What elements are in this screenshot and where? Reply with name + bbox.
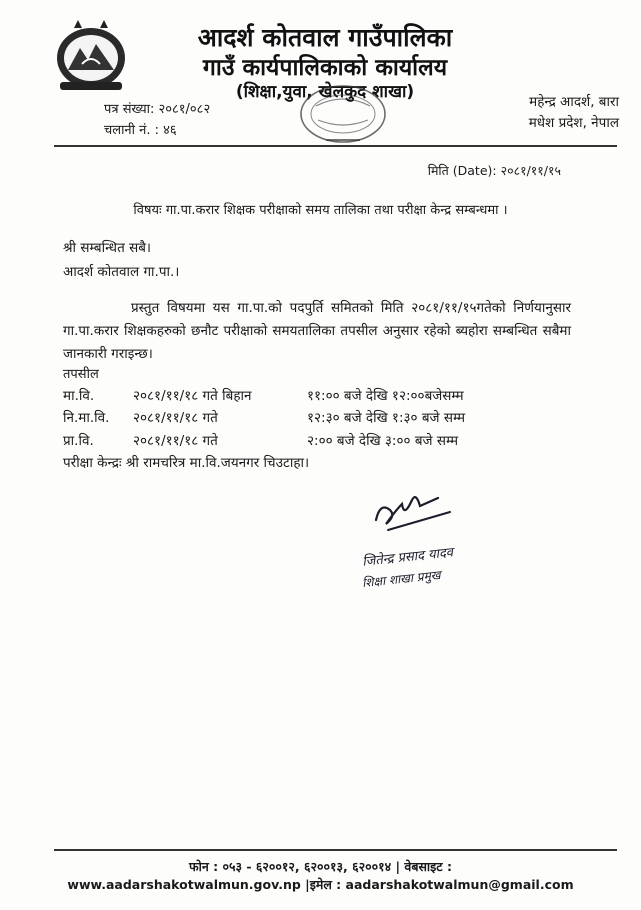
schedule-date: २०८१/११/१८ गते	[133, 410, 218, 426]
footer-contact: फोन : ०५३ - ६२००१२, ६२००१३, ६२००१४ | वेबसाइट :	[189, 859, 452, 874]
office-subtitle: गाउँ कार्यपालिकाको कार्यालय	[202, 55, 448, 81]
schedule-heading: तपसील	[63, 367, 99, 382]
schedule-time: ११:०० बजे देखि १२:००बजेसम्म	[307, 388, 464, 404]
letter-number: पत्र संख्या: २०८१/०८२	[104, 102, 211, 117]
footer-divider	[54, 849, 617, 851]
addressee-line2: आदर्श कोतवाल गा.पा.।	[63, 264, 180, 280]
office-stamp-icon	[296, 80, 390, 150]
schedule-time: १२:३० बजे देखि १:३० बजे सम्म	[307, 410, 466, 426]
addressee-line1: श्री सम्बन्धित सबै।	[63, 240, 152, 256]
signatory-designation: शिक्षा शाखा प्रमुख	[361, 567, 442, 591]
header-divider	[54, 145, 617, 147]
schedule-time: २:०० बजे देखि ३:०० बजे सम्म	[307, 433, 459, 449]
office-address-line1: महेन्द्र आदर्श, बारा	[529, 94, 619, 110]
letter-subject: विषयः गा.पा.करार शिक्षक परीक्षाको समय तालिका तथा परीक्षा केन्द्र सम्बन्धमा ।	[133, 203, 508, 218]
exam-venue: परीक्षा केन्द्रः श्री रामचरित्र मा.वि.जयनगर चिउटाहा।	[63, 455, 310, 471]
schedule-level: प्रा.वि.	[63, 433, 94, 449]
government-emblem-icon	[52, 18, 130, 92]
schedule-date: २०८१/११/१८ गते बिहान	[133, 388, 252, 404]
schedule-date: २०८१/११/१८ गते	[133, 433, 218, 449]
office-branch: (शिक्षा,युवा, खेलकुद शाखा)	[235, 82, 415, 102]
schedule-level: नि.मा.वि.	[63, 410, 110, 426]
signatory-name: जितेन्द्र प्रसाद यादव	[361, 545, 454, 570]
handwritten-signature-icon	[368, 490, 458, 536]
office-title: आदर्श कोतवाल गाउँपालिका	[197, 23, 453, 52]
dispatch-number: चलानी नं. : ४६	[104, 123, 177, 138]
letter-body: प्रस्तुत विषयमा यस गा.पा.को पदपुर्ति समितको मिति २०८१/११/१५गतेको निर्णयानुसार गा.पा.करार शिक्षकहरुको छनौट परीक्षाको समयतालिका तपसील अनुसार रहेको ब्यहोरा सम्बन्धित सबैमा जानकारी गराइन्छ।	[63, 300, 571, 362]
footer-web-email: www.aadarshakotwalmun.gov.np |इमेल : aadarshakotwalmun@gmail.com	[67, 877, 574, 892]
letter-date: मिति (Date): २०८१/११/१५	[427, 163, 561, 178]
office-address-line2: मधेश प्रदेश, नेपाल	[528, 115, 619, 131]
schedule-level: मा.वि.	[63, 388, 95, 404]
